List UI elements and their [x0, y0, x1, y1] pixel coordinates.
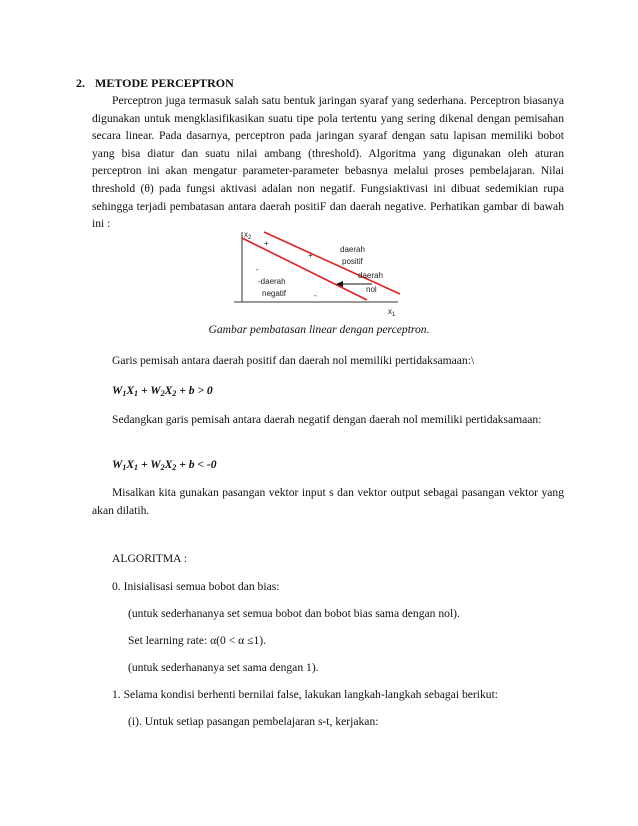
formula-negative: $W_1X_1 + W_2X_2 + b < -0$ — [112, 458, 217, 472]
step-0-note-c: (untuk sederhananya set sama dengan 1). — [128, 661, 319, 674]
step-0-learning-rate: Set learning rate: α(0 < α ≤1). — [128, 634, 267, 647]
minus-marker-1: - — [256, 265, 259, 274]
algorithm-heading: ALGORITMA : — [112, 552, 188, 565]
step-1-i: (i). Untuk setiap pasangan pembelajaran s-t, kerjakan: — [128, 715, 379, 728]
y-axis-label: $x_2$ — [244, 230, 252, 241]
separator-negative-text: Sedangkan garis pemisah antara daerah negatif dengan daerah nol memiliki pertidaksamaan: — [112, 413, 542, 426]
section-title: METODE PERCEPTRON — [95, 76, 234, 90]
region-negative-label-1: -daerah — [258, 277, 286, 286]
plus-marker-2: + — [308, 251, 313, 260]
region-zero-label-1: daerah — [358, 271, 383, 280]
training-pairs-paragraph: Misalkan kita gunakan pasangan vektor input s dan vektor output sebagai pasangan vektor yang akan dilatih. — [92, 486, 564, 517]
separator-positive-text: Garis pemisah antara daerah positif dan daerah nol memiliki pertidaksamaan:\ — [112, 354, 475, 367]
linear-separation-figure — [232, 226, 402, 320]
intro-paragraph: Perceptron juga termasuk salah satu bentuk jaringan syaraf yang sederhana. Perceptron biasanya digunakan untuk mengklasifikasikan suatu tipe pola tertentu yang sering dikenal dengan pemisahan secara linear. Pada dasarnya, perceptron pada jaringan syaraf dengan satu lapisan memiliki bobot yang bisa diatur dan suatu nilai ambang (threshold). Algoritma yang digunakan oleh aturan perceptron ini akan mengatur parameter-parameter bebasnya melalui proses pembelajaran. Nilai threshold (θ) pada fungsi aktivasi adalan non negatif. Fungsiaktivasi ini dibuat sedemikian rupa sehingga terjadi pembatasan antara daerah positiF dan daerah negative. Perhatikan gambar di bawah ini : — [92, 94, 564, 231]
region-negative-label-2: negatif — [262, 289, 287, 298]
step-1: 1. Selama kondisi berhenti bernilai false, lakukan langkah-langkah sebagai berikut: — [112, 688, 499, 701]
figure-caption: Gambar pembatasan linear dengan perceptron. — [208, 323, 430, 336]
region-positive-label-1: daerah — [340, 245, 365, 254]
step-0-note-a: (untuk sederhananya set semua bobot dan bobot bias sama dengan nol). — [128, 607, 460, 620]
section-number: 2. — [76, 76, 85, 90]
section-heading — [76, 76, 234, 91]
region-positive-label-2: positif — [342, 257, 363, 266]
plus-marker-1: + — [264, 239, 269, 248]
formula-positive: $W_1X_1 + W_2X_2 + b > 0$ — [112, 384, 213, 398]
region-zero-label-2: nol — [366, 285, 377, 294]
minus-marker-2: - — [314, 291, 317, 300]
step-0: 0. Inisialisasi semua bobot dan bias: — [112, 580, 280, 593]
x-axis-label: $x_1$ — [388, 307, 396, 318]
